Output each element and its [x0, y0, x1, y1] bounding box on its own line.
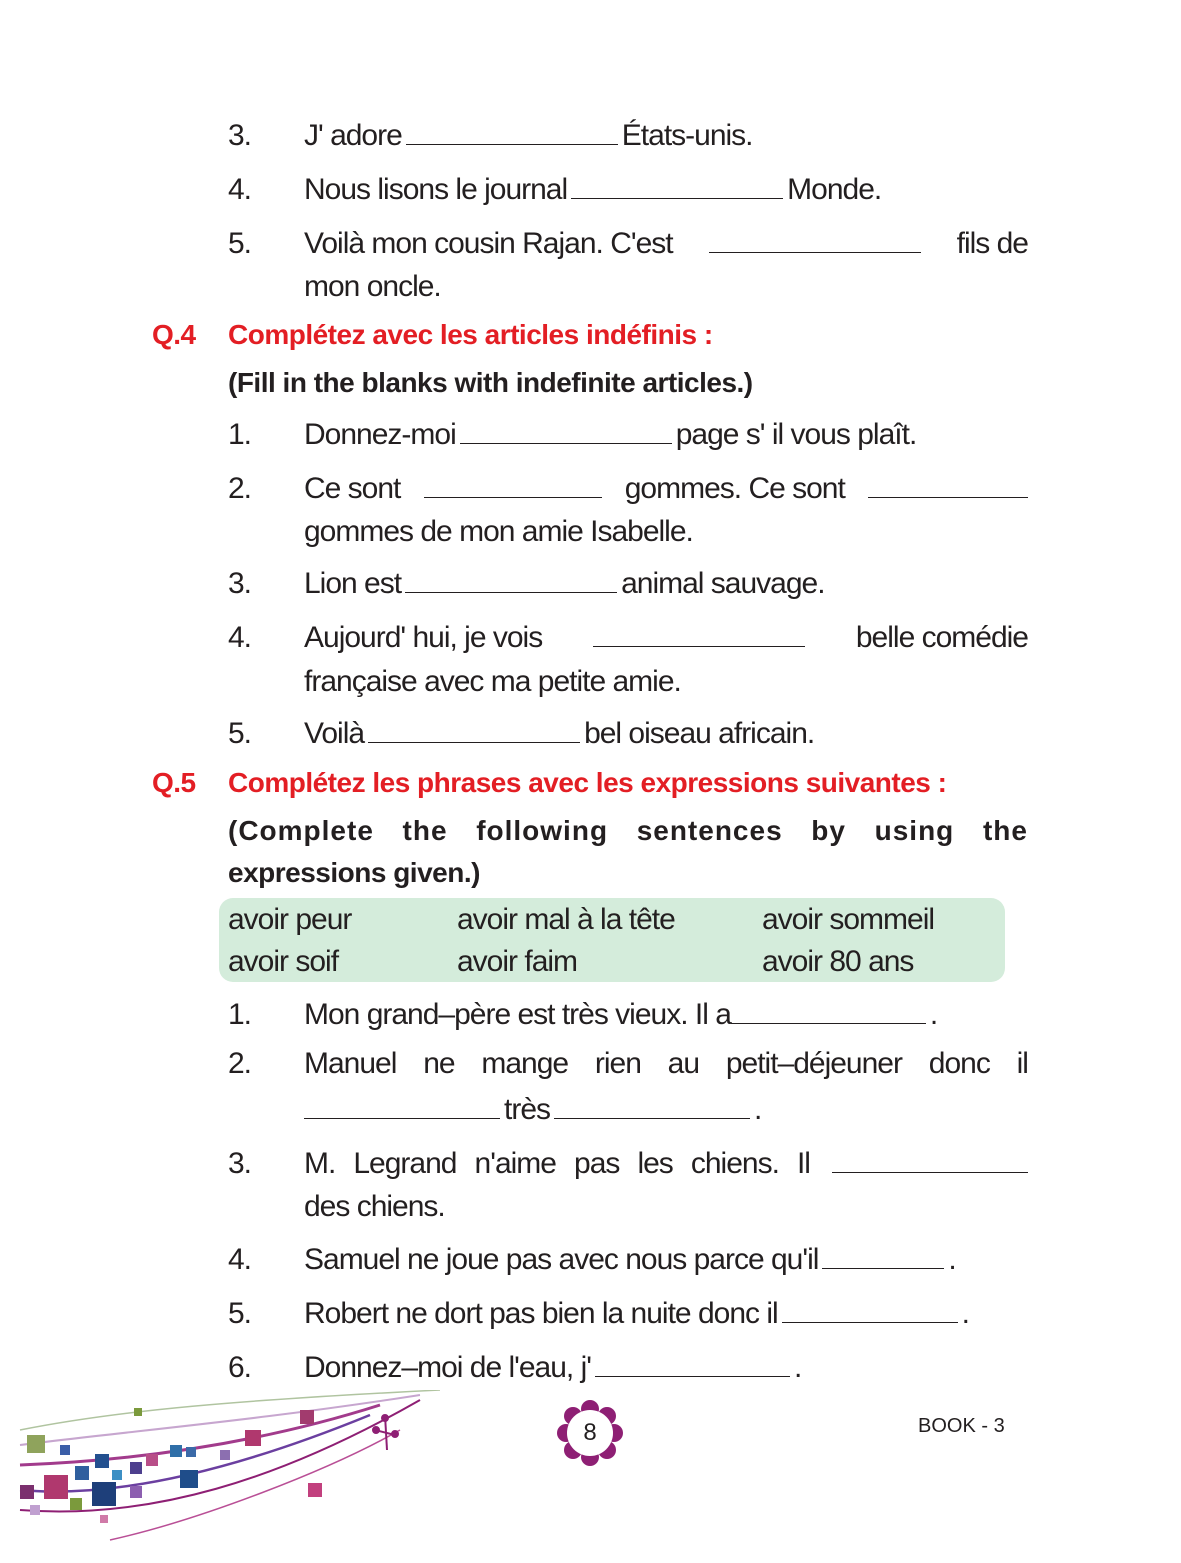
exercise-line-continuation	[304, 1092, 761, 1128]
question-number: Q.4	[152, 319, 196, 350]
subtitle-word: following	[476, 815, 609, 846]
text: Mon grand–père est très vieux. Il a	[304, 998, 731, 1031]
question-subtitle-continuation: expressions given.)	[228, 857, 480, 888]
word: n'aime	[474, 1147, 556, 1180]
text: .	[793, 1351, 802, 1384]
question-title: Complétez avec les articles indéfinis :	[228, 319, 713, 350]
item-number: 1.	[228, 998, 252, 1031]
answer-blank[interactable]	[731, 997, 926, 1024]
answer-blank[interactable]	[406, 118, 618, 145]
item-number: 3.	[228, 1147, 252, 1180]
answer-blank[interactable]	[595, 1350, 790, 1377]
exercise-line	[304, 172, 881, 208]
text: .	[961, 1297, 970, 1330]
text: belle comédie	[855, 621, 1028, 654]
text: Nous lisons le journal	[304, 173, 568, 206]
word: ne	[423, 1047, 455, 1080]
expression: avoir 80 ans	[762, 945, 914, 978]
text: très	[504, 1093, 551, 1126]
text: Ce sont	[304, 472, 401, 505]
answer-blank[interactable]	[405, 566, 617, 593]
item-number: 1.	[228, 418, 252, 451]
text: .	[754, 1093, 762, 1126]
answer-blank[interactable]	[782, 1296, 958, 1323]
expression: avoir mal à la tête	[457, 903, 675, 936]
word: Il	[796, 1147, 810, 1180]
question-number: Q.5	[152, 767, 196, 798]
text: animal sauvage.	[621, 567, 825, 600]
exercise-line-continuation: mon oncle.	[304, 270, 441, 303]
word: au	[667, 1047, 700, 1080]
text: gommes. Ce sont	[624, 472, 845, 505]
item-number: 4.	[228, 621, 252, 654]
text: page s' il vous plaît.	[675, 418, 917, 451]
word: mange	[481, 1047, 569, 1080]
exercise-line	[304, 1046, 1028, 1082]
question-subtitle: (Fill in the blanks with indefinite articles.)	[228, 367, 753, 398]
expression: avoir soif	[228, 945, 339, 978]
word: Legrand	[353, 1147, 457, 1180]
word: M.	[304, 1147, 336, 1180]
item-number: 4.	[228, 173, 252, 206]
item-number: 2.	[228, 1047, 252, 1080]
answer-blank[interactable]	[460, 417, 672, 444]
word: rien	[594, 1047, 641, 1080]
question-subtitle	[228, 813, 1028, 849]
text: Aujourd' hui, je vois	[304, 621, 543, 654]
item-number: 3.	[228, 119, 252, 152]
exercise-line	[304, 118, 753, 154]
book-label: BOOK - 3	[918, 1415, 1005, 1437]
exercise-line	[304, 1350, 801, 1386]
answer-blank[interactable]	[593, 620, 805, 647]
item-number: 3.	[228, 567, 252, 600]
answer-blank[interactable]	[832, 1146, 1028, 1173]
answer-blank[interactable]	[304, 1092, 500, 1119]
item-number: 5.	[228, 227, 252, 260]
expression: avoir faim	[457, 945, 578, 978]
text: .	[929, 998, 938, 1031]
exercise-line-continuation: gommes de mon amie Isabelle.	[304, 515, 693, 548]
text: Samuel ne joue pas avec nous parce qu'il	[304, 1243, 819, 1276]
subtitle-word: using	[874, 815, 955, 846]
item-number: 6.	[228, 1351, 252, 1384]
item-number: 5.	[228, 717, 252, 750]
exercise-line	[304, 471, 1028, 507]
word: pas	[574, 1147, 620, 1180]
text: Donnez-moi	[304, 418, 456, 451]
word: donc	[928, 1047, 990, 1080]
answer-blank[interactable]	[554, 1092, 750, 1119]
text: États-unis.	[621, 119, 753, 152]
word: petit–déjeuner	[725, 1047, 902, 1080]
text: Donnez–moi de l'eau, j'	[304, 1351, 591, 1384]
text: J' adore	[304, 119, 402, 152]
answer-blank[interactable]	[709, 226, 921, 253]
answer-blank[interactable]	[571, 172, 783, 199]
word: Manuel	[304, 1047, 397, 1080]
exercise-line	[304, 1242, 956, 1278]
decorative-swoosh	[0, 1390, 440, 1563]
exercise-line	[304, 1146, 1028, 1182]
subtitle-word: the	[402, 815, 448, 846]
subtitle-word: sentences	[636, 815, 783, 846]
text: Monde.	[787, 173, 882, 206]
item-number: 4.	[228, 1243, 252, 1276]
exercise-line	[304, 226, 1028, 262]
text: .	[948, 1243, 956, 1276]
answer-blank[interactable]	[868, 471, 1028, 498]
expression: avoir sommeil	[762, 903, 935, 936]
subtitle-word: (Complete	[228, 815, 374, 846]
text: fils de	[956, 227, 1028, 260]
word: chiens.	[690, 1147, 779, 1180]
subtitle-word: by	[811, 815, 846, 846]
item-number: 5.	[228, 1297, 252, 1330]
answer-blank[interactable]	[822, 1242, 944, 1269]
question-title: Complétez les phrases avec les expressions suivantes :	[228, 767, 947, 798]
exercise-line	[304, 620, 1028, 656]
exercise-line	[304, 997, 937, 1033]
item-number: 2.	[228, 472, 252, 505]
word: il	[1016, 1047, 1028, 1080]
text: Lion est	[304, 567, 402, 600]
exercise-line	[304, 417, 916, 453]
page-number: 8	[583, 1419, 597, 1446]
exercise-line-continuation: des chiens.	[304, 1190, 445, 1223]
answer-blank[interactable]	[424, 471, 602, 498]
text: Voilà	[304, 717, 365, 750]
answer-blank[interactable]	[368, 716, 580, 743]
text: bel oiseau africain.	[584, 717, 815, 750]
text: Voilà mon cousin Rajan. C'est	[304, 227, 673, 260]
exercise-line	[304, 566, 825, 602]
text: Robert ne dort pas bien la nuite donc il	[304, 1297, 778, 1330]
exercise-line-continuation: française avec ma petite amie.	[304, 665, 681, 698]
exercise-line	[304, 1296, 969, 1332]
subtitle-word: the	[982, 815, 1028, 846]
expression: avoir peur	[228, 903, 352, 936]
word: les	[637, 1147, 673, 1180]
exercise-line	[304, 716, 814, 752]
